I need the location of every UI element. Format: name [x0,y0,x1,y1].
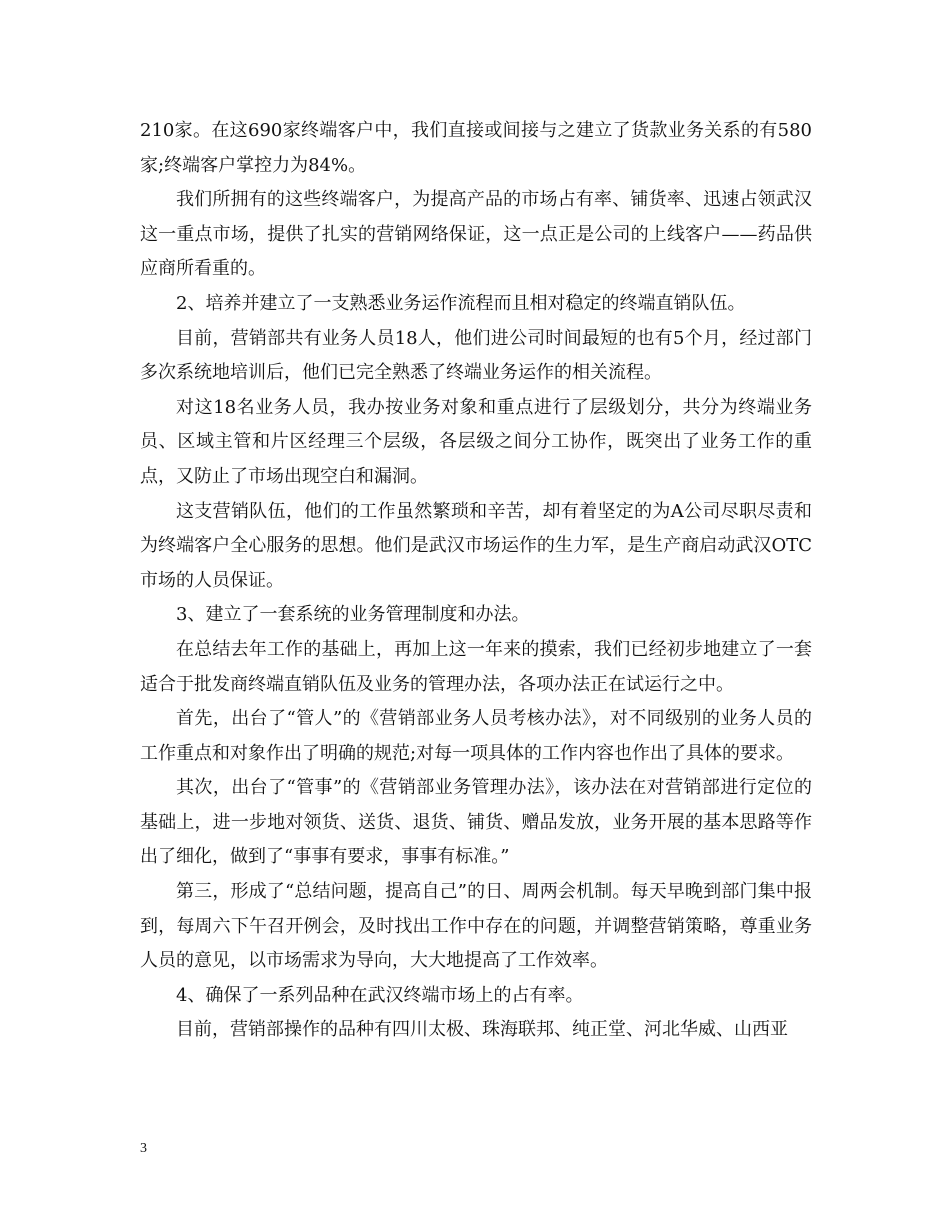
paragraph-10: 其次，出台了“管事”的《营销部业务管理办法》，该办法在对营销部进行定位的基础上，进一步地对领货、送货、退货、铺货、赠品发放，业务开展的基本思路等作出了细化，做到了“事事有要求，事事有标准。” [140,777,812,868]
page-number: 3 [140,1141,147,1156]
paragraph-2: 我们所拥有的这些终端客户，为提高产品的市场占有率、铺货率、迅速占领武汉这一重点市场，提供了扎实的营销网络保证，这一点正是公司的上线客户——药品供应商所看重的。 [140,189,812,280]
paragraph-11: 第三，形成了“总结问题，提高自己”的日、周两会机制。每天早晚到部门集中报到，每周六下午召开例会，及时找出工作中存在的问题，并调整营销策略，尊重业务人员的意见，以市场需求为导向，大大地提高了工作效率。 [140,881,812,972]
paragraph-13: 目前，营销部操作的品种有四川太极、珠海联邦、纯正堂、河北华威、山西亚 [176,1019,788,1041]
paragraph-1: 210家。在这690家终端客户中，我们直接或间接与之建立了货款业务关系的有580家;终端客户掌控力为84%。 [140,120,812,176]
paragraph-6: 这支营销队伍，他们的工作虽然繁琐和辛苦，却有着坚定的为A公司尽职尽责和为终端客户全心服务的思想。他们是武汉市场运作的生力军，是生产商启动武汉OTC市场的人员保证。 [140,500,812,591]
body-text [140,114,812,1048]
paragraph-9: 首先，出台了“管人”的《营销部业务人员考核办法》，对不同级别的业务人员的工作重点和对象作出了明确的规范;对每一项具体的工作内容也作出了具体的要求。 [140,708,812,764]
paragraph-7: 3、建立了一套系统的业务管理制度和办法。 [176,604,530,626]
paragraph-12: 4、确保了一系列品种在武汉终端市场上的占有率。 [176,984,584,1006]
paragraph-8: 在总结去年工作的基础上，再加上这一年来的摸索，我们已经初步地建立了一套适合于批发商终端直销队伍及业务的管理办法，各项办法正在试运行之中。 [140,638,812,695]
paragraph-3: 2、培养并建立了一支熟悉业务运作流程而且相对稳定的终端直销队伍。 [176,292,746,314]
paragraph-4: 目前，营销部共有业务人员18人，他们进公司时间最短的也有5个月，经过部门多次系统地培训后，他们已完全熟悉了终端业务运作的相关流程。 [140,327,812,384]
paragraph-5: 对这18名业务人员，我办按业务对象和重点进行了层级划分，共分为终端业务员、区域主管和片区经理三个层级，各层级之间分工协作，既突出了业务工作的重点，又防止了市场出现空白和漏洞。 [140,396,812,487]
